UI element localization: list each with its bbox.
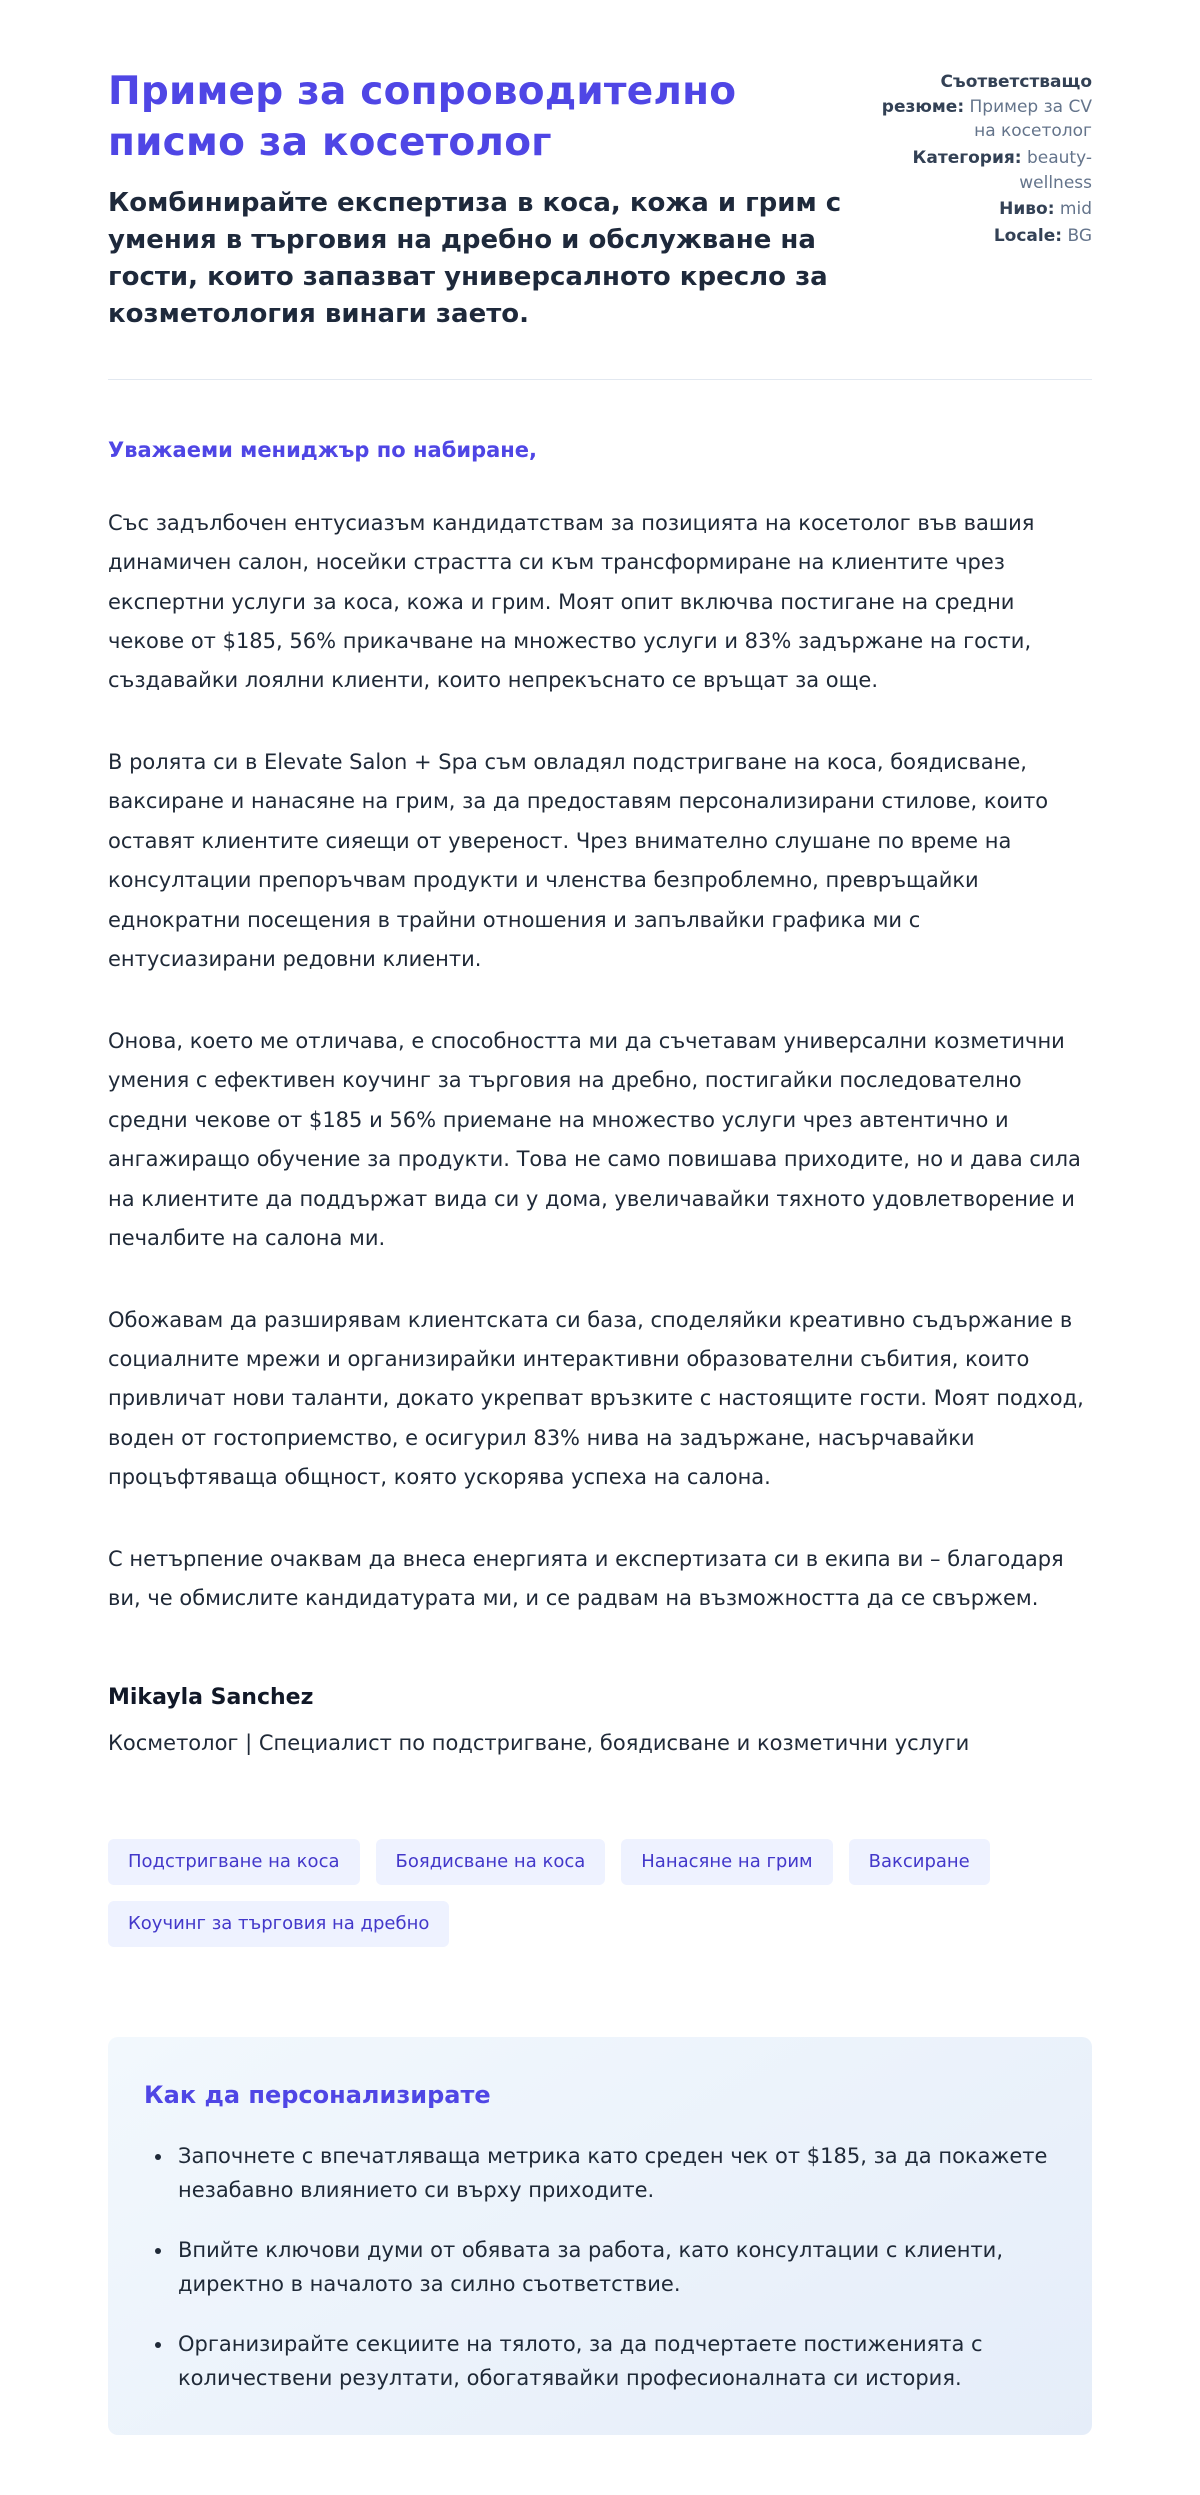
skill-tag: Коучинг за търговия на дребно (108, 1901, 449, 1947)
header-text (108, 66, 848, 333)
letter-body (108, 504, 1092, 1619)
meta-value: mid (1054, 199, 1092, 220)
page-subtitle: Комбинирайте експертиза в коса, кожа и грим с умения в търговия на дребно и обслужване на гости, които запазват универсалното кресло за козметология винаги заето. (108, 187, 842, 329)
skill-tag: Боядисване на коса (376, 1839, 606, 1885)
letter-paragraph: С нетърпение очаквам да внеса енергията и експертизата си в екипа ви – благодаря ви, че обмислите кандидатурата ми, и се радвам на възможността да се свържем. (108, 1546, 1064, 1611)
letter (108, 438, 1092, 2436)
divider (108, 379, 1092, 380)
resume-meta (864, 66, 1092, 250)
meta-label: Locale: (993, 225, 1063, 246)
tip-item: • Започнете с впечатляваща метрика като среден чек от $185, за да покажете незабавно влиянието си върху приходите. (174, 2139, 1052, 2207)
tips-box (108, 2037, 1092, 2435)
meta-value: beauty-wellness (1019, 147, 1092, 193)
meta-value: Пример за CV на косетолог (964, 96, 1092, 142)
letter-paragraph: Обожавам да разширявам клиентската си база, споделяйки креативно съдържание в социалните мрежи и организирайки интерактивни образователни събития, които привличат нови таланти, докато укрепват връзките с настоящите гости. Моят подход, воден от гостоприемство, е осигурил 83% нива на задържане, насърчавайки процъфтяваща общност, която ускорява успеха на салона. (108, 1307, 1084, 1490)
meta-item (864, 146, 1092, 195)
letter-paragraph: Със задълбочен ентусиазъм кандидатствам за позицията на косетолог във вашия динамичен салон, носейки страстта си към трансформиране на клиентите чрез експертни услуги за коса, кожа и грим. Моят опит включва постигане на средни чекове от $185, 56% прикачване на множество услуги и 83% задържане на гости, създавайки лоялни клиенти, които непрекъснато се връщат за още. (108, 510, 1035, 693)
meta-item (864, 224, 1092, 249)
tips-list (144, 2139, 1052, 2395)
meta-label: Съответстващо резюме: (881, 72, 1092, 117)
skill-tag: Ваксиране (849, 1839, 990, 1885)
skill-tag: Нанасяне на грим (621, 1839, 832, 1885)
meta-label: Ниво: (999, 199, 1055, 220)
signature (108, 1685, 1092, 1760)
page-header (108, 66, 1092, 333)
meta-item (864, 197, 1092, 222)
letter-paragraph: Онова, което ме отличава, е способността ми да съчетавам универсални козметични умения с ефективен коучинг за търговия на дребно, постигайки последователно средни чекове от $185 и 56% приемане на множество услуги чрез автентично и ангажиращо обучение за продукти. Това не само повишава приходите, но и дава сила на клиентите да поддържат вида си у дома, увеличавайки тяхното удовлетворение и печалбите на салона ми. (108, 1028, 1081, 1251)
signature-title: Косметолог | Специалист по подстригване, боядисване и козметични услуги (108, 1730, 970, 1755)
tip-item: • Организирайте секциите на тялото, за да подчертаете постиженията с количествени резултати, обогатявайки професионалната си история. (174, 2327, 1052, 2395)
meta-item (864, 70, 1092, 144)
tip-item: • Впийте ключови думи от обявата за работа, като консултации с клиенти, директно в началото за силно съответствие. (174, 2233, 1052, 2301)
meta-value: BG (1062, 225, 1092, 246)
signature-name: Mikayla Sanchez (108, 1684, 314, 1710)
skill-tags (108, 1839, 1092, 1947)
skill-tag: Подстригване на коса (108, 1839, 360, 1885)
tips-title: Как да персонализирате (144, 2081, 491, 2110)
page-title: Пример за сопроводително писмо за косетолог (108, 69, 737, 166)
letter-paragraph: В ролята си в Elevate Salon + Spa съм овладял подстригване на коса, боядисване, ваксиране и нанасяне на грим, за да предоставям персонализирани стилове, които оставят клиентите сияещи от увереност. Чрез внимателно слушане по време на консултации препоръчвам продукти и членства безпроблемно, превръщайки еднократни посещения в трайни отношения и запълвайки графика ми с ентусиазирани редовни клиенти. (108, 749, 1049, 972)
letter-greeting: Уважаеми мениджър по набиране, (108, 437, 538, 462)
meta-label: Категория: (912, 147, 1022, 168)
